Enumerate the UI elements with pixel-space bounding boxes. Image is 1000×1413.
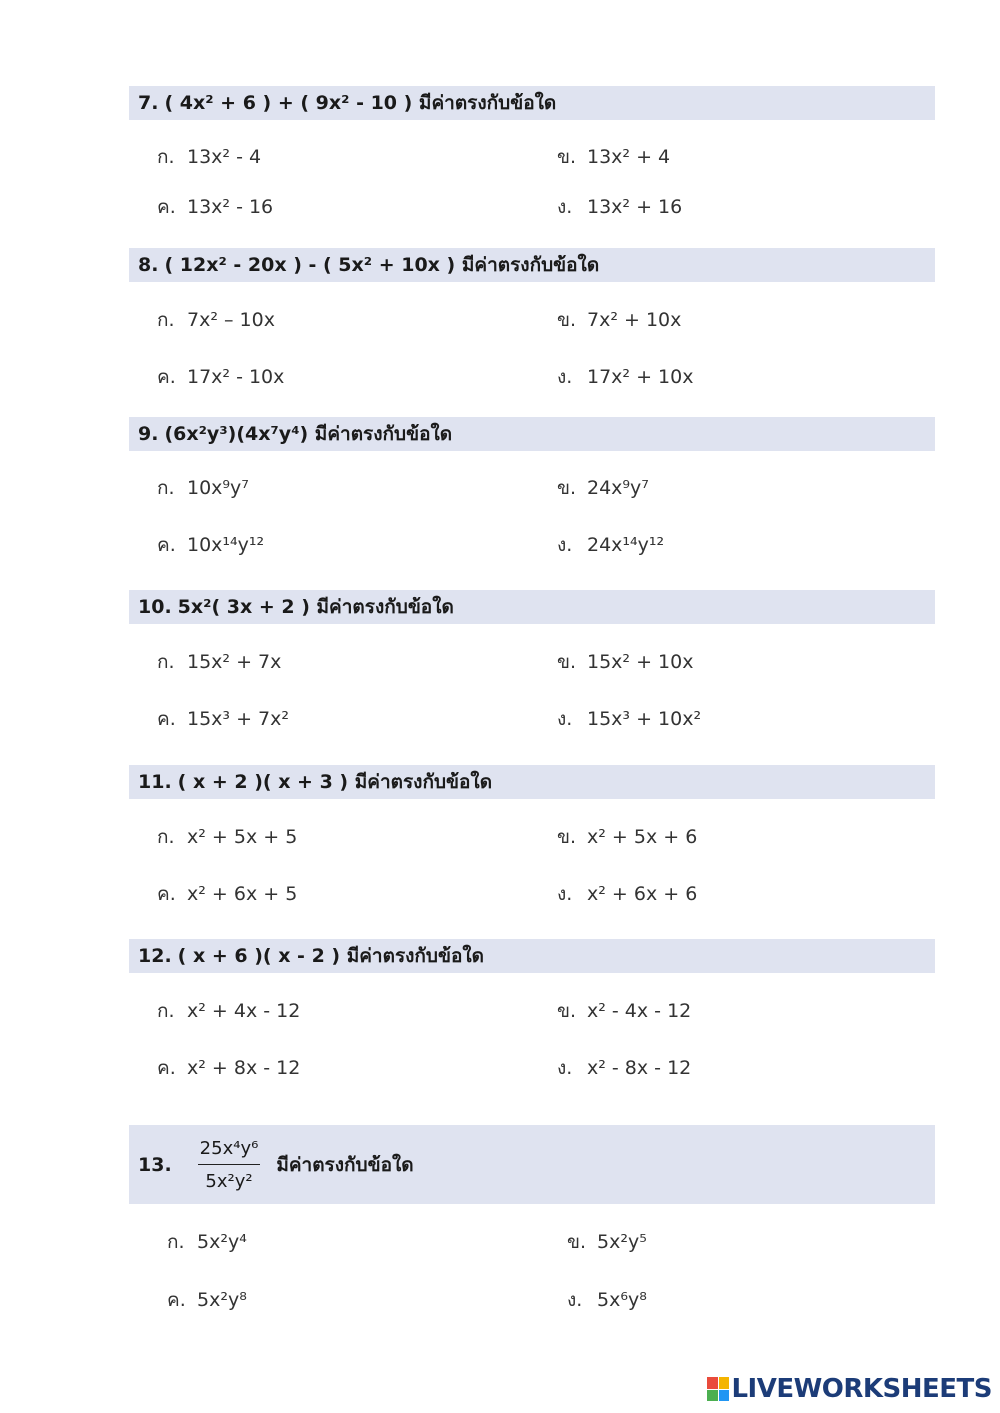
option-d[interactable]	[557, 704, 701, 734]
option-d[interactable]	[557, 362, 693, 392]
liveworksheets-logo[interactable]	[707, 1374, 992, 1404]
question-text: (6x²y³)(4x⁷y⁴) มีค่าตรงกับข้อใด	[164, 423, 453, 445]
option-c[interactable]	[157, 879, 297, 909]
option-label: ง.	[567, 1289, 583, 1311]
option-a[interactable]	[157, 822, 297, 852]
question-10-header	[129, 590, 935, 624]
question-9-header	[129, 417, 935, 451]
option-label: ก.	[157, 651, 175, 673]
option-value: 5x⁶y⁸	[597, 1289, 647, 1311]
option-b[interactable]	[557, 822, 697, 852]
option-value: 13x² + 16	[587, 196, 683, 218]
option-label: ง.	[557, 196, 573, 218]
option-label: ค.	[157, 534, 176, 556]
option-value: 17x² + 10x	[587, 366, 694, 388]
option-label: ค.	[157, 708, 176, 730]
fraction-numerator: 25x⁴y⁶	[198, 1138, 261, 1165]
question-text: มีค่าตรงกับข้อใด	[276, 1153, 414, 1176]
question-text: ( x + 6 )( x - 2 ) มีค่าตรงกับข้อใด	[177, 945, 485, 967]
logo-square	[719, 1377, 730, 1389]
option-value: 17x² - 10x	[187, 366, 285, 388]
option-label: ก.	[157, 477, 175, 499]
option-label: ข.	[557, 146, 577, 168]
option-label: ค.	[157, 366, 176, 388]
option-label: ง.	[557, 366, 573, 388]
option-value: 10x⁹y⁷	[187, 477, 249, 499]
option-label: ก.	[157, 826, 175, 848]
question-number: 7.	[138, 92, 159, 114]
question-7-header	[129, 86, 935, 120]
option-value: 13x² - 16	[187, 196, 274, 218]
logo-square	[707, 1377, 718, 1389]
question-number: 9.	[138, 423, 159, 445]
option-a[interactable]	[157, 473, 249, 503]
option-c[interactable]	[157, 362, 284, 392]
option-value: x² + 5x + 5	[187, 826, 298, 848]
option-c[interactable]	[167, 1285, 247, 1315]
option-b[interactable]	[557, 996, 691, 1026]
option-value: 7x² + 10x	[587, 309, 682, 331]
option-value: 15x³ + 10x²	[587, 708, 702, 730]
option-label: ค.	[157, 1057, 176, 1079]
question-text: ( 12x² - 20x ) - ( 5x² + 10x ) มีค่าตรงกับข้อใด	[164, 254, 600, 276]
question-number: 10.	[138, 596, 172, 618]
option-b[interactable]	[557, 142, 670, 172]
option-label: ข.	[557, 1000, 577, 1022]
option-value: 5x²y⁵	[597, 1231, 647, 1253]
question-8-header	[129, 248, 935, 282]
option-value: 24x⁹y⁷	[587, 477, 649, 499]
question-text: ( 4x² + 6 ) + ( 9x² - 10 ) มีค่าตรงกับข้อใด	[164, 92, 557, 114]
option-value: 10x¹⁴y¹²	[187, 534, 265, 556]
option-d[interactable]	[567, 1285, 647, 1315]
fraction	[198, 1138, 261, 1192]
option-value: 5x²y⁴	[197, 1231, 247, 1253]
option-b[interactable]	[557, 473, 649, 503]
option-value: x² + 6x + 5	[187, 883, 298, 905]
fraction-denominator: 5x²y²	[205, 1170, 253, 1192]
option-c[interactable]	[157, 1053, 300, 1083]
option-label: ก.	[167, 1231, 185, 1253]
option-a[interactable]	[157, 142, 261, 172]
option-value: x² - 4x - 12	[587, 1000, 692, 1022]
option-value: 7x² – 10x	[187, 309, 275, 331]
option-d[interactable]	[557, 530, 664, 560]
option-value: 15x² + 7x	[187, 651, 282, 673]
question-13-header	[129, 1125, 935, 1204]
option-b[interactable]	[557, 647, 693, 677]
logo-square	[707, 1390, 718, 1402]
option-label: ค.	[157, 883, 176, 905]
option-label: ข.	[557, 309, 577, 331]
option-label: ก.	[157, 1000, 175, 1022]
option-c[interactable]	[157, 192, 273, 222]
option-value: 15x² + 10x	[587, 651, 694, 673]
option-a[interactable]	[167, 1227, 247, 1257]
option-label: ก.	[157, 146, 175, 168]
option-c[interactable]	[157, 704, 289, 734]
option-label: ค.	[167, 1289, 186, 1311]
option-value: x² - 8x - 12	[587, 1057, 692, 1079]
question-12-header	[129, 939, 935, 973]
option-value: x² + 6x + 6	[587, 883, 698, 905]
option-label: ข.	[557, 477, 577, 499]
option-value: 5x²y⁸	[197, 1289, 247, 1311]
logo-square	[719, 1390, 730, 1402]
question-text: ( x + 2 )( x + 3 ) มีค่าตรงกับข้อใด	[177, 771, 493, 793]
option-value: 13x² - 4	[187, 146, 262, 168]
option-label: ข.	[567, 1231, 587, 1253]
question-number: 12.	[138, 945, 172, 967]
option-label: ง.	[557, 1057, 573, 1079]
option-value: 15x³ + 7x²	[187, 708, 289, 730]
question-number: 8.	[138, 254, 159, 276]
option-b[interactable]	[557, 305, 681, 335]
option-label: ค.	[157, 196, 176, 218]
option-value: x² + 5x + 6	[587, 826, 698, 848]
option-a[interactable]	[157, 647, 281, 677]
option-a[interactable]	[157, 305, 275, 335]
option-value: x² + 4x - 12	[187, 1000, 301, 1022]
option-label: ข.	[557, 826, 577, 848]
option-d[interactable]	[557, 879, 697, 909]
option-d[interactable]	[557, 192, 682, 222]
question-text: 5x²( 3x + 2 ) มีค่าตรงกับข้อใด	[177, 596, 454, 618]
option-a[interactable]	[157, 996, 300, 1026]
logo-text: LIVEWORKSHEETS	[731, 1374, 992, 1404]
question-number: 11.	[138, 771, 172, 793]
option-c[interactable]	[157, 530, 264, 560]
option-d[interactable]	[557, 1053, 691, 1083]
option-label: ง.	[557, 534, 573, 556]
option-value: 24x¹⁴y¹²	[587, 534, 665, 556]
option-value: x² + 8x - 12	[187, 1057, 301, 1079]
option-value: 13x² + 4	[587, 146, 671, 168]
option-label: ก.	[157, 309, 175, 331]
question-number: 13.	[138, 1153, 172, 1176]
logo-mark-icon	[707, 1377, 729, 1401]
option-label: ข.	[557, 651, 577, 673]
option-b[interactable]	[567, 1227, 647, 1257]
question-11-header	[129, 765, 935, 799]
option-label: ง.	[557, 708, 573, 730]
option-label: ง.	[557, 883, 573, 905]
